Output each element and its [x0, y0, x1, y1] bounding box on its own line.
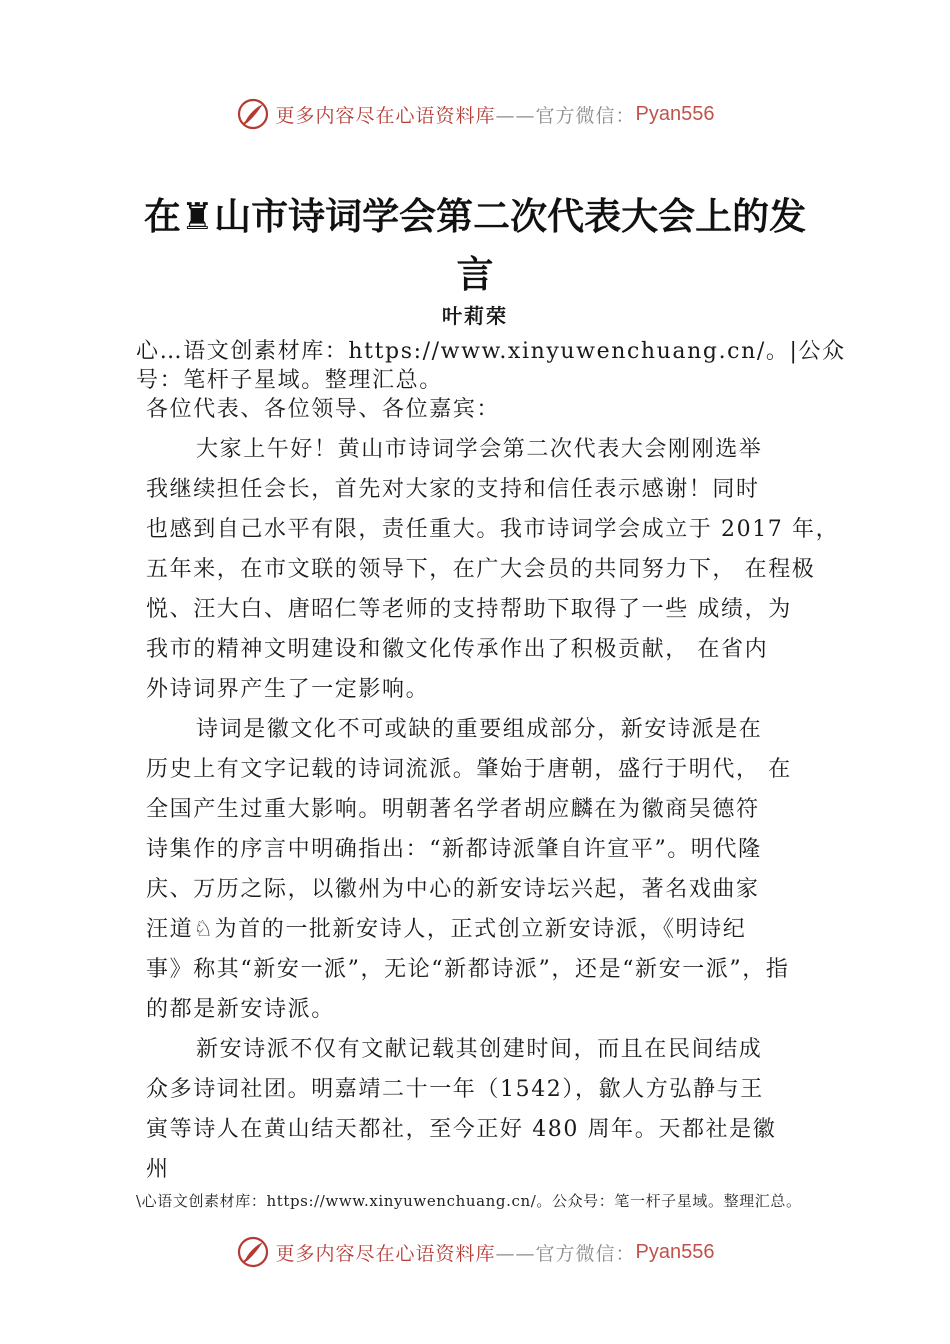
banner-brand: 更多内容尽在心语资料库 [275, 1242, 496, 1265]
greeting: 各位代表、各位领导、各位嘉宾： [146, 397, 501, 422]
banner-brand: 更多内容尽在心语资料库 [275, 104, 496, 127]
body-line: 大家上午好！黄山市诗词学会第二次代表大会刚刚选举 [196, 437, 763, 462]
footer-source-note: \心语文创素材库：https://www.xinyuwenchuang.cn/。公众号：笔一杆子星域。整理汇总。 [136, 1192, 802, 1210]
author-name: 叶莉荣 [442, 304, 508, 328]
body-line: 全国产生过重大影响。明朝著名学者胡应麟在为徽商吴德符 [146, 797, 760, 822]
source-note-line: 心…语文创素材库：https://www.xinyuwenchuang.cn/。|公众 [136, 339, 846, 364]
banner-wechat-id: Pyan556 [635, 1240, 715, 1263]
source-note-line: 号：笔杆子星域。整理汇总。 [136, 368, 443, 393]
body-line: 新安诗派不仅有文献记载其创建时间，而且在民间结成 [196, 1037, 763, 1062]
banner-dash: ——官方微信： [495, 104, 636, 127]
body-line: 我继续担任会长，首先对大家的支持和信任表示感谢！同时 [146, 477, 760, 502]
body-line: 众多诗词社团。明嘉靖二十一年（1542），歙人方弘静与王 [146, 1077, 764, 1102]
quill-logo-icon [236, 97, 270, 131]
body-line: 事》称其“新安一派”，无论“新都诗派”，还是“新安一派”，指 [146, 957, 790, 982]
body-line: 汪道♘为首的一批新安诗人，正式创立新安诗派，《明诗纪 [146, 917, 747, 942]
footer-banner [0, 1232, 950, 1272]
body-line: 庆、万历之际，以徽州为中心的新安诗坛兴起，著名戏曲家 [146, 877, 760, 902]
body-line: 我市的精神文明建设和徽文化传承作出了积极贡献， 在省内 [146, 637, 769, 662]
body-line: 五年来，在市文联的领导下，在广大会员的共同努力下， 在程极 [146, 557, 816, 582]
body-line: 诗集作的序言中明确指出：“新都诗派肇自许宣平”。明代隆 [146, 837, 762, 862]
body-line: 历史上有文字记载的诗词流派。肇始于唐朝，盛行于明代， 在 [146, 757, 792, 782]
body-line: 也感到自己水平有限，责任重大。我市诗词学会成立于 2017 年， [146, 517, 840, 542]
body-line: 悦、汪大白、唐昭仁等老师的支持帮助下取得了一些 成绩，为 [146, 597, 792, 622]
banner-wechat-id: Pyan556 [635, 102, 715, 125]
page-title-line-1: 在♜山市诗词学会第二次代表大会上的发 [143, 195, 807, 238]
body-line: 的都是新安诗派。 [146, 997, 335, 1022]
banner-dash: ——官方微信： [495, 1242, 636, 1265]
body-line: 州 [146, 1157, 170, 1182]
quill-logo-icon [236, 1235, 270, 1269]
page-title-line-2: 言 [456, 253, 494, 296]
body-line: 诗词是徽文化不可或缺的重要组成部分，新安诗派是在 [196, 717, 763, 742]
body-line: 寅等诗人在黄山结天都社，至今正好 480 周年。天都社是徽 [146, 1117, 777, 1142]
body-line: 外诗词界产生了一定影响。 [146, 677, 430, 702]
header-banner [0, 94, 950, 134]
